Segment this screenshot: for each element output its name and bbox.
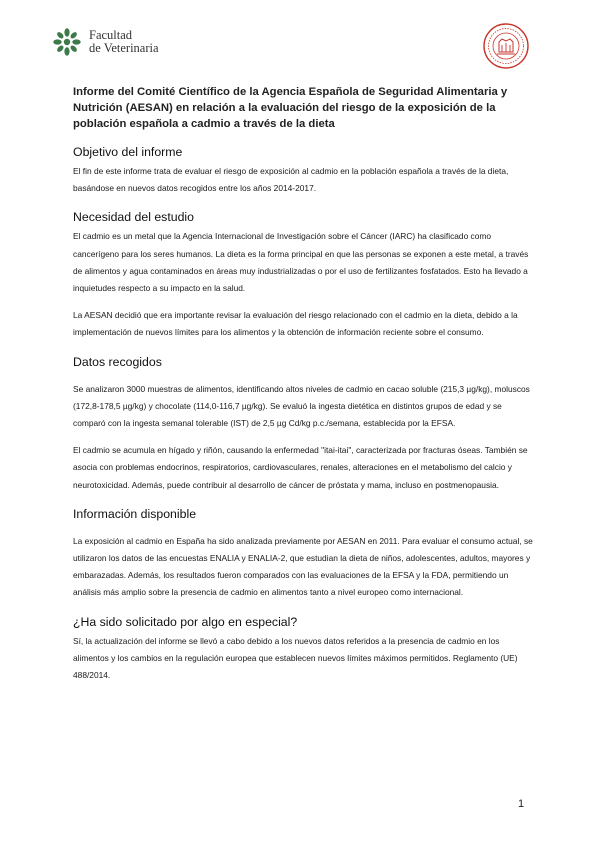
faculty-name <box>89 29 159 55</box>
faculty-name-line1: Facultad <box>89 28 133 42</box>
paragraph-objetivo: El fin de este informe trata de evaluar el riesgo de exposición al cadmio en la población española a través de la dieta, basándose en nuevos datos recogidos entre los años 2014-2017. <box>73 166 509 194</box>
page-number: 1 <box>518 798 525 810</box>
paragraph-solicitado: Sí, la actualización del informe se llevó a cabo debido a los nuevos datos referidos a la presencia de cadmio en los alimentos y los cambios en la regulación europea que establecen nuevos límites máximos permitidos. Reglamento (UE) 488/2014. <box>73 635 518 681</box>
document-title: Informe del Comité Científico de la Agencia Española de Seguridad Alimentaria y Nutrición (AESAN) en relación a la evaluación del riesgo de la exposición de la población española a cadmio a través de la dieta <box>73 86 508 130</box>
document-body <box>73 84 533 684</box>
section-heading-informacion: Información disponible <box>73 506 197 521</box>
section-heading-solicitado: ¿Ha sido solicitado por algo en especial? <box>73 614 298 629</box>
faculty-leaf-emblem-icon <box>51 26 83 58</box>
section-heading-objetivo: Objetivo del informe <box>73 145 183 159</box>
faculty-name-line2: de Veterinaria <box>89 41 159 55</box>
paragraph-informacion: La exposición al cadmio en España ha sido analizada previamente por AESAN en 2011. Para evaluar el consumo actual, se utilizaron los datos de las encuestas ENALIA y ENALIA-2, que estudian la dieta de niños, adolescentes, adultos, mayores y embarazadas. Además, los resultados fueron comparados con las evaluaciones de la EFSA y la FDA, permitiendo un análisis más amplio sobre la presencia de cadmio en alimentos tanto a nivel europeo como internacional. <box>73 535 533 598</box>
section-heading-necesidad: Necesidad del estudio <box>73 210 194 225</box>
university-seal-icon <box>482 22 530 70</box>
faculty-logo <box>51 26 159 58</box>
paragraph-necesidad-1: El cadmio es un metal que la Agencia Internacional de Investigación sobre el Cáncer (IARC) ha clasificado como cancerígeno para los seres humanos. La dieta es la forma principal en que las personas se exponen a este metal, a través de alimentos y agua contaminados en áreas muy industrializadas o por el uso de fertilizantes fosfatados. Esto ha llevado a inquietudes respecto a su impacto en la salud. <box>73 231 529 294</box>
section-heading-datos: Datos recogidos <box>73 354 162 369</box>
paragraph-necesidad-2: La AESAN decidió que era importante revisar la evaluación del riesgo relacionado con el cadmio en la dieta, debido a la implementación de nuevos límites para los alimentos y la obtención de información reciente sobre el consumo. <box>73 310 518 338</box>
paragraph-datos-2: El cadmio se acumula en hígado y riñón, causando la enfermedad "itai-itai", caracterizada por fracturas óseas. También se asocia con problemas endocrinos, respiratorios, cardiovasculares, renales, alteraciones en el metabolismo del calcio y neurotoxicidad. Además, puede contribuir al desarrollo de cáncer de próstata y mama, incluso en postmenopausia. <box>73 445 528 490</box>
paragraph-datos-1: Se analizaron 3000 muestras de alimentos, identificando altos niveles de cadmio en cacao soluble (215,3 µg/kg), moluscos (172,8-178,5 µg/kg) y chocolate (114,0-116,7 µg/kg). Se evaluó la ingesta dietética en distintos grupos de edad y se comparó con la ingesta semanal tolerable (IST) de 2,5 µg Cd/kg p.c./semana, establecida por la EFSA. <box>73 383 530 429</box>
